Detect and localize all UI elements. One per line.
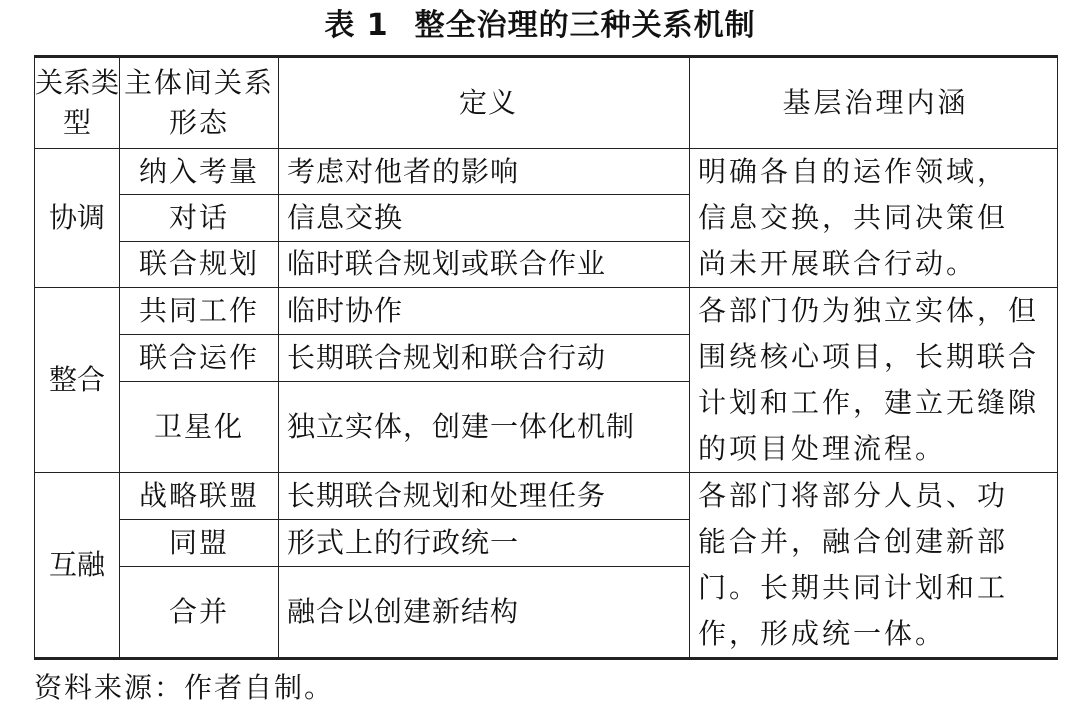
meaning-line: 计划和工作，建立无缝隙 (698, 386, 1040, 419)
header-definition: 定义 (279, 57, 690, 149)
form-cell: 共同工作 (120, 288, 279, 335)
form-cell: 联合运作 (120, 334, 279, 381)
definition-cell: 长期联合规划和处理任务 (279, 473, 690, 520)
relation-mechanism-table (34, 55, 1058, 660)
relation-type-cell: 互融 (35, 473, 120, 659)
source-note: 资料来源：作者自制。 (34, 671, 335, 704)
table-number: 表 1 (324, 8, 389, 43)
definition-cell: 长期联合规划和联合行动 (279, 334, 690, 381)
form-cell: 同盟 (120, 520, 279, 567)
meaning-line: 门。长期共同计划和工 (698, 571, 1009, 604)
definition-cell: 临时协作 (279, 288, 690, 335)
definition-cell: 独立实体，创建一体化机制 (279, 381, 690, 473)
definition-cell: 临时联合规划或联合作业 (279, 241, 690, 287)
header-meaning: 基层治理内涵 (690, 57, 1058, 149)
meaning-cell (690, 288, 1058, 473)
meaning-line: 围绕核心项目，长期联合 (698, 340, 1040, 373)
header-type: 关系类型 (35, 57, 120, 149)
form-cell: 纳入考量 (120, 149, 279, 195)
form-cell: 卫星化 (120, 381, 279, 473)
table-title: 整全治理的三种关系机制 (414, 8, 756, 43)
table-row (35, 149, 1058, 195)
form-cell: 对话 (120, 195, 279, 241)
meaning-line: 明确各自的运作领域， (698, 155, 1009, 188)
meaning-line: 信息交换，共同决策但 (698, 201, 1009, 234)
meaning-line: 各部门仍为独立实体，但 (698, 294, 1040, 327)
meaning-line: 各部门将部分人员、功 (698, 479, 1009, 512)
definition-cell: 形式上的行政统一 (279, 520, 690, 567)
header-form: 主体间关系形态 (120, 57, 279, 149)
table-row (35, 473, 1058, 520)
meaning-cell (690, 149, 1058, 288)
form-cell: 联合规划 (120, 241, 279, 287)
meaning-line: 作，形成统一体。 (698, 617, 947, 650)
form-cell: 合并 (120, 567, 279, 659)
meaning-line: 能合并，融合创建新部 (698, 525, 1009, 558)
definition-cell: 融合以创建新结构 (279, 567, 690, 659)
meaning-line: 尚未开展联合行动。 (698, 247, 978, 280)
relation-type-cell: 整合 (35, 288, 120, 473)
meaning-cell (690, 473, 1058, 659)
meaning-line: 的项目处理流程。 (698, 432, 947, 465)
form-cell: 战略联盟 (120, 473, 279, 520)
definition-cell: 信息交换 (279, 195, 690, 241)
table-row (35, 288, 1058, 335)
relation-type-cell: 协调 (35, 149, 120, 288)
table-caption (0, 6, 1080, 46)
definition-cell: 考虑对他者的影响 (279, 149, 690, 195)
